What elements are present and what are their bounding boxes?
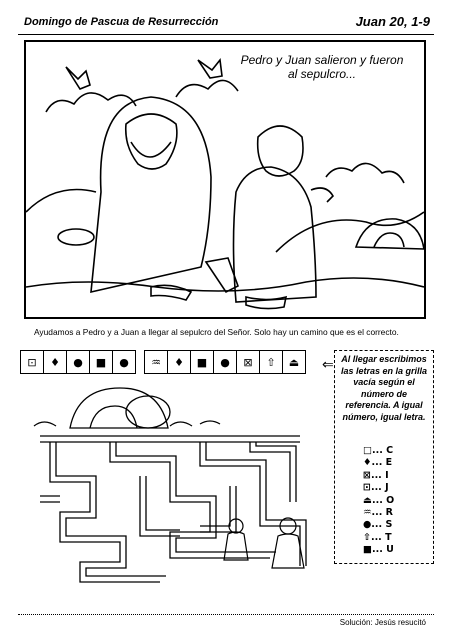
grid-cell[interactable]: ⊠ — [236, 350, 260, 374]
grid-cell[interactable]: ♦ — [167, 350, 191, 374]
grid-cell[interactable]: ⇧ — [259, 350, 283, 374]
answer-grid — [20, 350, 305, 374]
footer-rule — [18, 614, 434, 615]
grid-cell[interactable]: ♒ — [144, 350, 168, 374]
grid-cell[interactable]: ● — [213, 350, 237, 374]
key-item: ⇧... T — [363, 531, 392, 543]
left-arrow-icon: ⇐ — [322, 356, 334, 372]
header-bar — [18, 14, 434, 35]
key-item: ■... U — [363, 544, 394, 556]
symbol-key-list — [363, 445, 394, 557]
key-item: ⊡... J — [363, 482, 389, 494]
grid-cell[interactable]: ● — [112, 350, 136, 374]
key-item: ⏏... O — [363, 494, 395, 506]
grid-cell[interactable]: ■ — [190, 350, 214, 374]
key-item: ●... S — [363, 519, 393, 531]
page-title: Domingo de Pascua de Resurrección — [24, 16, 219, 28]
key-item: □... C — [363, 445, 394, 456]
grid-cell[interactable]: ♦ — [43, 350, 67, 374]
key-item: ♒... R — [363, 506, 393, 518]
pedro-juan-illustration — [26, 42, 424, 317]
instruction-box — [334, 350, 434, 564]
instruction-text: Al llegar escribimos las letras en la grilla vacía según el número de referencia. A igual número, igual letra. — [340, 354, 428, 422]
grid-cell[interactable]: ⏏ — [282, 350, 306, 374]
grid-cell[interactable]: ■ — [89, 350, 113, 374]
illustration-panel — [24, 40, 426, 319]
speech-text: Pedro y Juan salieron y fueron al sepulcro... — [240, 53, 404, 81]
bible-reference: Juan 20, 1-9 — [355, 14, 430, 29]
instruction-caption: Ayudamos a Pedro y a Juan a llegar al sepulcro del Señor. Solo hay un camino que es el correcto. — [34, 327, 399, 337]
grid-cell[interactable]: ● — [66, 350, 90, 374]
maze-paths[interactable] — [20, 376, 330, 601]
maze-area — [20, 376, 330, 601]
solution-text: Solución: Jesús resucitó — [339, 618, 426, 627]
key-item: ♦... E — [363, 457, 393, 469]
key-item: ⊠... I — [363, 469, 389, 481]
grid-cell[interactable]: ⊡ — [20, 350, 44, 374]
